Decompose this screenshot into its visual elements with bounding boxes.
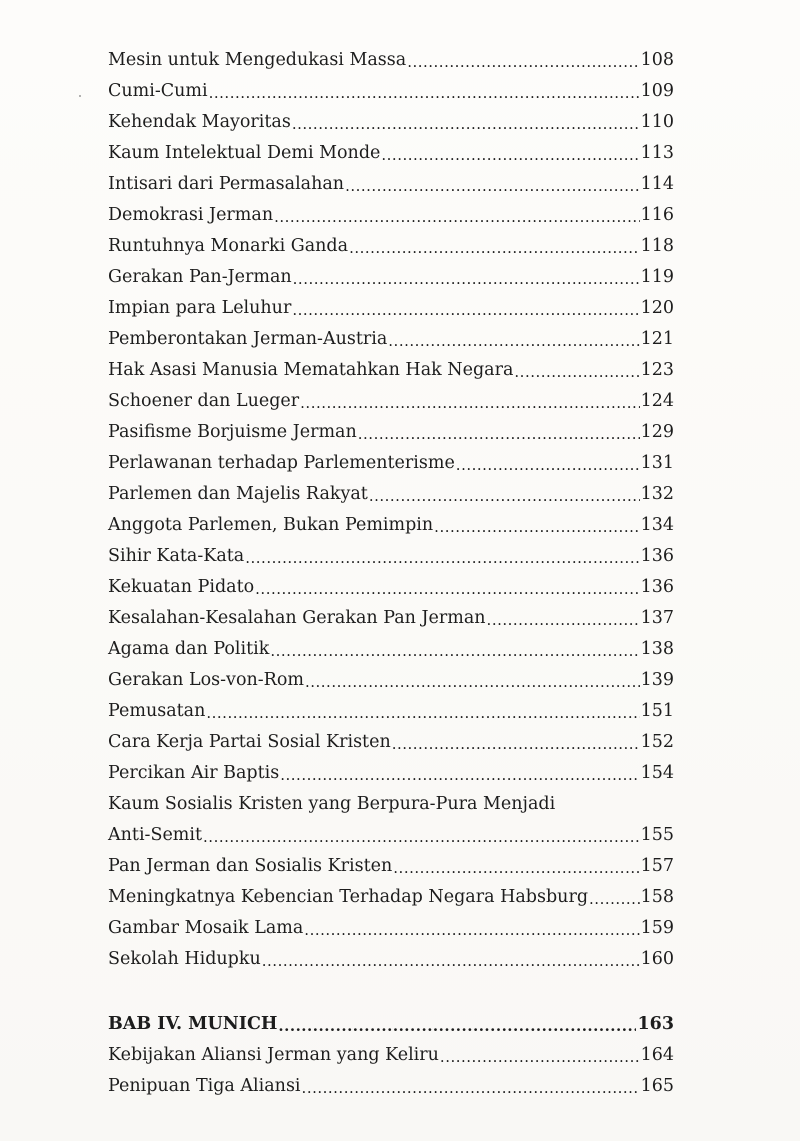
toc-entry [108,567,674,598]
toc-entry-page: 159 [640,918,674,938]
toc-entry [108,753,674,784]
leader-dots [203,824,640,846]
leader-dots [407,49,639,71]
toc-entry-title: Cara Kerja Partai Sosial Kristen [108,732,391,752]
toc-entry-page: 151 [640,701,674,721]
leader-dots [369,483,640,505]
toc-entry-title: Pan Jerman dan Sosialis Kristen [108,856,393,876]
toc-entry-title: Agama dan Politik [108,639,270,659]
leader-dots [349,235,640,257]
toc-entry [108,1035,674,1066]
toc-entry-title: Gerakan Pan-Jerman [108,267,292,287]
toc-entry-page: 109 [640,81,674,101]
toc-entry-title: Hak Asasi Manusia Mematahkan Hak Negara [108,360,514,380]
toc-entry [108,629,674,660]
toc-entry [108,691,674,722]
toc-entry [108,71,674,102]
toc-entry [108,102,674,133]
toc-entry-page: 134 [640,515,674,535]
leader-dots [381,142,639,164]
leader-dots [487,607,640,629]
toc-entry-title: Cumi-Cumi [108,81,208,101]
toc-entry-page: 136 [640,546,674,566]
toc-entry-page: 114 [640,174,674,194]
toc-entry-page: 139 [640,670,674,690]
toc-entry-page: 129 [640,422,674,442]
toc-entry [108,846,674,877]
toc-entry [108,133,674,164]
toc-entry-page: 113 [640,143,674,163]
toc-entry [108,381,674,412]
leader-dots [245,545,639,567]
toc-entry-page: 157 [640,856,674,876]
leader-dots [278,1013,636,1035]
leader-dots [305,669,640,691]
leader-dots [209,80,640,102]
leader-dots [280,762,639,784]
toc-entry [108,195,674,226]
chapter-heading [108,1004,674,1035]
toc-entry-page: 120 [640,298,674,318]
toc-entry-page: 164 [640,1045,674,1065]
toc-entry-title: Percikan Air Baptis [108,763,280,783]
toc-entry-wrapped-line1 [108,784,674,815]
margin-speck [79,95,81,97]
toc-entry-title: Anggota Parlemen, Bukan Pemimpin [108,515,434,535]
leader-dots [293,266,640,288]
leader-dots [300,390,639,412]
toc-entry-page: 138 [640,639,674,659]
toc-entry-page: 154 [640,763,674,783]
table-of-contents [108,40,674,1097]
toc-entry-page: 152 [640,732,674,752]
toc-entry-title: Penipuan Tiga Aliansi [108,1076,301,1096]
toc-entry [108,40,674,71]
toc-entry-title: Kekuatan Pidato [108,577,255,597]
toc-entry [108,1066,674,1097]
toc-entry [108,288,674,319]
toc-entry [108,536,674,567]
toc-entry-title: Kaum Intelektual Demi Monde [108,143,381,163]
leader-dots [589,886,640,908]
toc-entry-title: Meningkatnya Kebencian Terhadap Negara Habsburg [108,887,589,907]
toc-entry-title: Gambar Mosaik Lama [108,918,304,938]
toc-entry [108,164,674,195]
chapter-page: 163 [637,1014,674,1034]
leader-dots [304,917,639,939]
toc-entry-title: Kebijakan Aliansi Jerman yang Keliru [108,1045,439,1065]
toc-entry-page: 132 [640,484,674,504]
chapter-title: BAB IV. MUNICH [108,1014,278,1034]
toc-entry-page: 116 [640,205,674,225]
toc-entry-title: Gerakan Los-von-Rom [108,670,304,690]
toc-entry [108,877,674,908]
toc-entry-title: Anti-Semit [108,825,203,845]
leader-dots [345,173,640,195]
toc-entry-title: Runtuhnya Monarki Ganda [108,236,349,256]
toc-entry-title: Demokrasi Jerman [108,205,274,225]
leader-dots [255,576,639,598]
section-spacer [108,970,674,1004]
toc-entry [108,226,674,257]
toc-entry-page: 110 [640,112,674,132]
toc-entry-title: Impian para Leluhur [108,298,292,318]
toc-entry [108,939,674,970]
toc-entry-title: Pemusatan [108,701,206,721]
toc-entry [108,660,674,691]
toc-entry-page: 165 [640,1076,674,1096]
toc-entry-page: 131 [640,453,674,473]
toc-entry [108,505,674,536]
toc-entry [108,474,674,505]
toc-entry-title: Schoener dan Lueger [108,391,300,411]
toc-entry [108,257,674,288]
leader-dots [270,638,639,660]
toc-entry [108,350,674,381]
toc-entry [108,412,674,443]
toc-entry-title: Pasifisme Borjuisme Jerman [108,422,357,442]
toc-entry-title: Parlemen dan Majelis Rakyat [108,484,368,504]
leader-dots [302,1075,640,1097]
leader-dots [358,421,640,443]
toc-entry-page: 136 [640,577,674,597]
toc-entry-title: Mesin untuk Mengedukasi Massa [108,50,407,70]
toc-entry-page: 121 [640,329,674,349]
toc-entry-title: Intisari dari Permasalahan [108,174,345,194]
toc-entry-page: 124 [640,391,674,411]
toc-entry-title: Pemberontakan Jerman-Austria [108,329,388,349]
leader-dots [393,855,639,877]
toc-entry-title: Perlawanan terhadap Parlementerisme [108,453,455,473]
toc-entry-page: 108 [640,50,674,70]
toc-entry [108,319,674,350]
leader-dots [456,452,640,474]
toc-entry-page: 119 [640,267,674,287]
toc-entry-page: 155 [640,825,674,845]
toc-entry-page: 118 [640,236,674,256]
toc-entry-page: 160 [640,949,674,969]
toc-entry [108,722,674,753]
toc-entry-title: Sihir Kata-Kata [108,546,245,566]
leader-dots [292,111,640,133]
toc-entry-page: 123 [640,360,674,380]
toc-entry-page: 158 [640,887,674,907]
toc-entry-title: Sekolah Hidupku [108,949,261,969]
toc-entry-title: Kaum Sosialis Kristen yang Berpura-Pura Menjadi [108,794,556,814]
toc-entry-page: 137 [640,608,674,628]
toc-entry-title: Kesalahan-Kesalahan Gerakan Pan Jerman [108,608,486,628]
toc-entry [108,598,674,629]
leader-dots [262,948,640,970]
leader-dots [292,297,639,319]
leader-dots [392,731,640,753]
leader-dots [434,514,639,536]
toc-entry-wrapped-line2 [108,815,674,846]
toc-entry [108,908,674,939]
leader-dots [440,1044,640,1066]
leader-dots [206,700,639,722]
leader-dots [274,204,639,226]
toc-entry-title: Kehendak Mayoritas [108,112,291,132]
leader-dots [514,359,639,381]
toc-entry [108,443,674,474]
leader-dots [388,328,639,350]
